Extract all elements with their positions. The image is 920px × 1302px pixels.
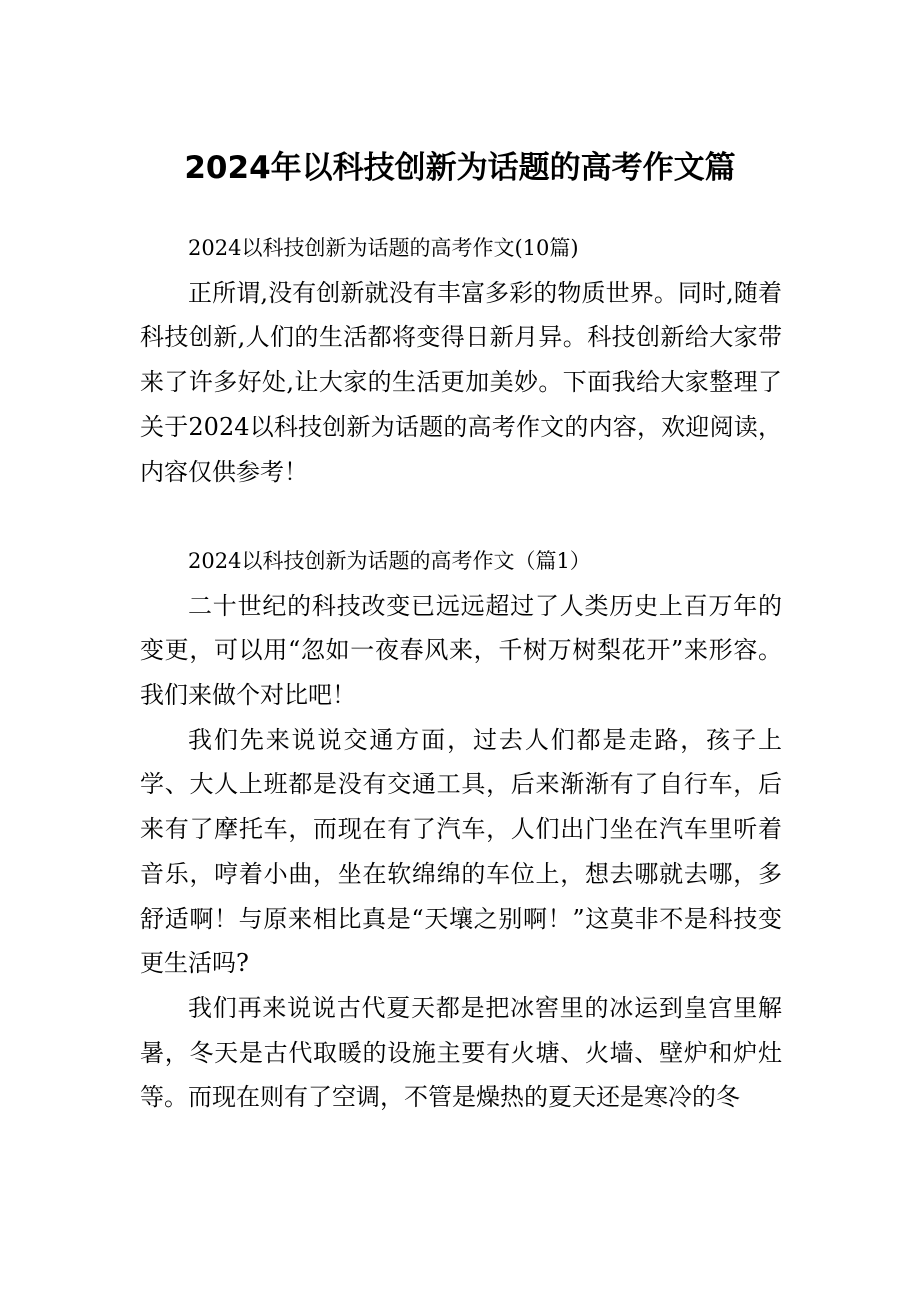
essay-1-paragraph-2: 我们先来说说交通方面，过去人们都是走路，孩子上学、大人上班都是没有交通工具，后来渐渐有了自行车，后来有了摩托车，而现在有了汽车，人们出门坐在汽车里听着音乐，哼着小曲，坐在软绵绵的车位上，想去哪就去哪，多舒适啊！与原来相比真是“天壤之别啊！”这莫非不是科技变更生活吗?: [140, 725, 782, 978]
essay-1-paragraph-1: 二十世纪的科技改变已远远超过了人类历史上百万年的变更，可以用“忽如一夜春风来，千树万树梨花开”来形容。我们来做个对比吧！: [140, 591, 782, 710]
document-title: 2024年以科技创新为话题的高考作文篇: [184, 150, 736, 186]
essay-1-heading: 2024以科技创新为话题的高考作文（篇1）: [188, 548, 591, 573]
document-body: [140, 226, 782, 1120]
essay-1-paragraph-3: 我们再来说说古代夏天都是把冰窖里的冰运到皇宫里解暑，冬天是古代取暖的设施主要有火塘、火墙、壁炉和炉灶等。而现在则有了空调，不管是燥热的夏天还是寒冷的冬: [140, 993, 782, 1112]
collection-heading: 2024以科技创新为话题的高考作文(10篇): [188, 236, 579, 260]
intro-paragraph: 正所谓,没有创新就没有丰富多彩的物质世界。同时,随着科技创新,人们的生活都将变得日新月异。科技创新给大家带来了许多好处,让大家的生活更加美妙。下面我给大家整理了关于2024以科技创新为话题的高考作文的内容，欢迎阅读，内容仅供参考！: [140, 278, 782, 486]
paragraph-gap: [140, 494, 782, 539]
